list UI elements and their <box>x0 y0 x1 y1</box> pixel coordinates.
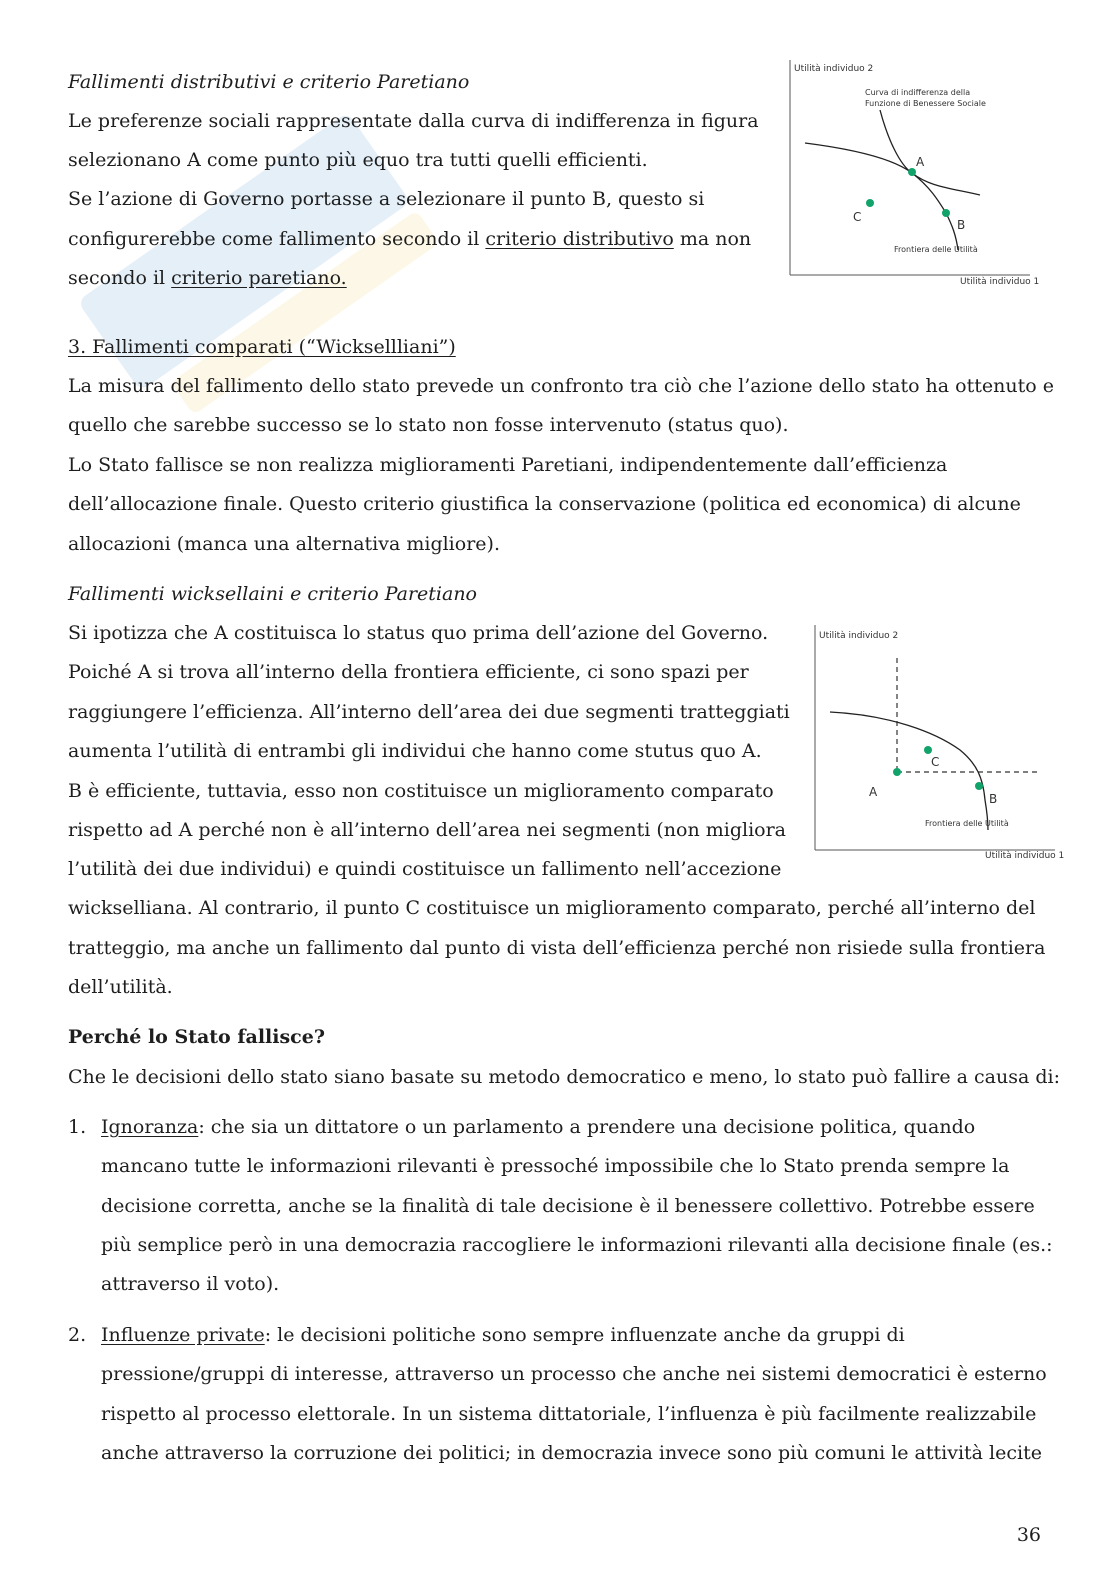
list-number: 1. <box>68 1116 87 1138</box>
paragraph-line: raggiungere l’efficienza. All’interno dell’area dei due segmenti tratteggiati <box>68 701 790 723</box>
paragraph-line: Poiché A si trova all’interno della frontiera efficiente, ci sono spazi per <box>68 661 749 683</box>
point-c-marker <box>924 746 932 754</box>
paragraph-line: La misura del fallimento dello stato prevede un confronto tra ciò che l’azione dello stato ha ottenuto e <box>68 375 1054 397</box>
paragraph-line: quello che sarebbe successo se lo stato non fosse intervenuto (status quo). <box>68 414 789 436</box>
list-item-line: anche attraverso la corruzione dei politici; in democrazia invece sono più comuni le attività lecite <box>101 1442 1042 1464</box>
chart-wicksellian-frontier <box>805 620 1065 865</box>
point-b-marker <box>942 209 950 217</box>
indifference-curve <box>805 143 980 195</box>
text-run: : che sia un dittatore o un parlamento a prendere una decisione politica, quando <box>198 1116 976 1138</box>
list-item-line: attraverso il voto). <box>101 1273 280 1295</box>
curve-label-line2: Funzione di Benessere Sociale <box>865 99 986 108</box>
paragraph-line <box>68 266 347 290</box>
underlined-term: Influenze private <box>101 1324 265 1346</box>
text-run: configurerebbe come fallimento secondo il <box>68 228 486 250</box>
point-a-marker <box>908 168 916 176</box>
x-axis-label: Utilità individuo 1 <box>985 851 1065 861</box>
paragraph-line: dell’allocazione finale. Questo criterio giustifica la conservazione (politica ed economica) di alcune <box>68 493 1021 515</box>
y-axis-label: Utilità individuo 2 <box>819 631 899 641</box>
point-b-marker <box>975 782 983 790</box>
point-c-label: C <box>853 210 862 224</box>
list-item-line <box>101 1115 975 1139</box>
text-run: : le decisioni politiche sono sempre influenzate anche da gruppi di <box>264 1324 905 1346</box>
list-number: 2. <box>68 1324 87 1346</box>
paragraph-line: rispetto ad A perché non è all’interno dell’area nei segmenti (non migliora <box>68 819 787 841</box>
paragraph-line: allocazioni (manca una alternativa migliore). <box>68 533 500 555</box>
paragraph-line: wickselliana. Al contrario, il punto C costituisce un miglioramento comparato, perché all’interno del <box>68 897 1036 919</box>
point-a-marker <box>893 768 901 776</box>
paragraph-line: Le preferenze sociali rappresentate dalla curva di indifferenza in figura <box>68 110 759 132</box>
paragraph-line: selezionano A come punto più equo tra tutti quelli efficienti. <box>68 149 648 171</box>
frontier-label: Frontiera delle Utilità <box>894 245 978 254</box>
section-heading-distributive: Fallimenti distributivi e criterio Paretiano <box>68 71 470 93</box>
paragraph-line: Se l’azione di Governo portasse a selezionare il punto B, questo si <box>68 188 705 210</box>
section-heading-why-state-fails: Perché lo Stato fallisce? <box>68 1026 325 1048</box>
list-item-line: rispetto al processo elettorale. In un sistema dittatoriale, l’influenza è più facilmente realizzabile <box>101 1403 1037 1425</box>
page-number: 36 <box>1016 1524 1041 1546</box>
list-item-line <box>101 1323 905 1347</box>
paragraph-line: tratteggio, ma anche un fallimento dal punto di vista dell’efficienza perché non risiede sulla frontiera <box>68 937 1046 959</box>
list-item-line: più semplice però in una democrazia raccogliere le informazioni rilevanti alla decisione finale (es.: <box>101 1234 1053 1256</box>
paragraph-line: dell’utilità. <box>68 976 173 998</box>
paragraph-line: Che le decisioni dello stato siano basate su metodo democratico e meno, lo stato può fallire a causa di: <box>68 1066 1060 1088</box>
paragraph-line: B è efficiente, tuttavia, esso non costituisce un miglioramento comparato <box>68 780 774 802</box>
underlined-term: Ignoranza <box>101 1116 199 1138</box>
point-a-label: A <box>869 785 878 799</box>
section-heading-comparative: 3. Fallimenti comparati (“Wicksellliani”) <box>68 336 456 358</box>
curve-label-line1: Curva di indifferenza della <box>865 88 971 97</box>
point-b-label: B <box>989 792 998 806</box>
paragraph-line: l’utilità dei due individui) e quindi costituisce un fallimento nell’accezione <box>68 858 782 880</box>
point-c-label: C <box>931 755 940 769</box>
utility-frontier-curve <box>880 110 958 250</box>
underlined-term: criterio distributivo <box>485 228 674 250</box>
list-item-line: mancano tutte le informazioni rilevanti è pressoché impossibile che lo Stato prenda sempre la <box>101 1155 1010 1177</box>
text-run: ma non <box>673 228 752 250</box>
paragraph-line: Si ipotizza che A costituisca lo status quo prima dell’azione del Governo. <box>68 622 769 644</box>
underlined-term: criterio paretiano. <box>171 267 347 289</box>
paragraph-line <box>68 227 751 251</box>
list-item-line: pressione/gruppi di interesse, attraverso un processo che anche nei sistemi democratici è esterno <box>101 1363 1047 1385</box>
utility-frontier-curve <box>830 712 988 830</box>
point-b-label: B <box>957 218 966 232</box>
list-item-line: decisione corretta, anche se la finalità di tale decisione è il benessere collettivo. Potrebbe essere <box>101 1195 1035 1217</box>
x-axis-label: Utilità individuo 1 <box>960 277 1040 287</box>
text-run: secondo il <box>68 267 172 289</box>
point-c-marker <box>866 199 874 207</box>
chart-indifference-frontier <box>780 55 1040 290</box>
paragraph-line: aumenta l’utilità di entrambi gli individui che hanno come stutus quo A. <box>68 740 762 762</box>
frontier-label: Frontiera delle Utilità <box>925 819 1009 828</box>
y-axis-label: Utilità individuo 2 <box>794 64 874 74</box>
point-a-label: A <box>916 155 925 169</box>
paragraph-line: Lo Stato fallisce se non realizza miglioramenti Paretiani, indipendentemente dall’efficienza <box>68 454 948 476</box>
section-heading-wicksellian: Fallimenti wicksellaini e criterio Paretiano <box>68 583 478 605</box>
